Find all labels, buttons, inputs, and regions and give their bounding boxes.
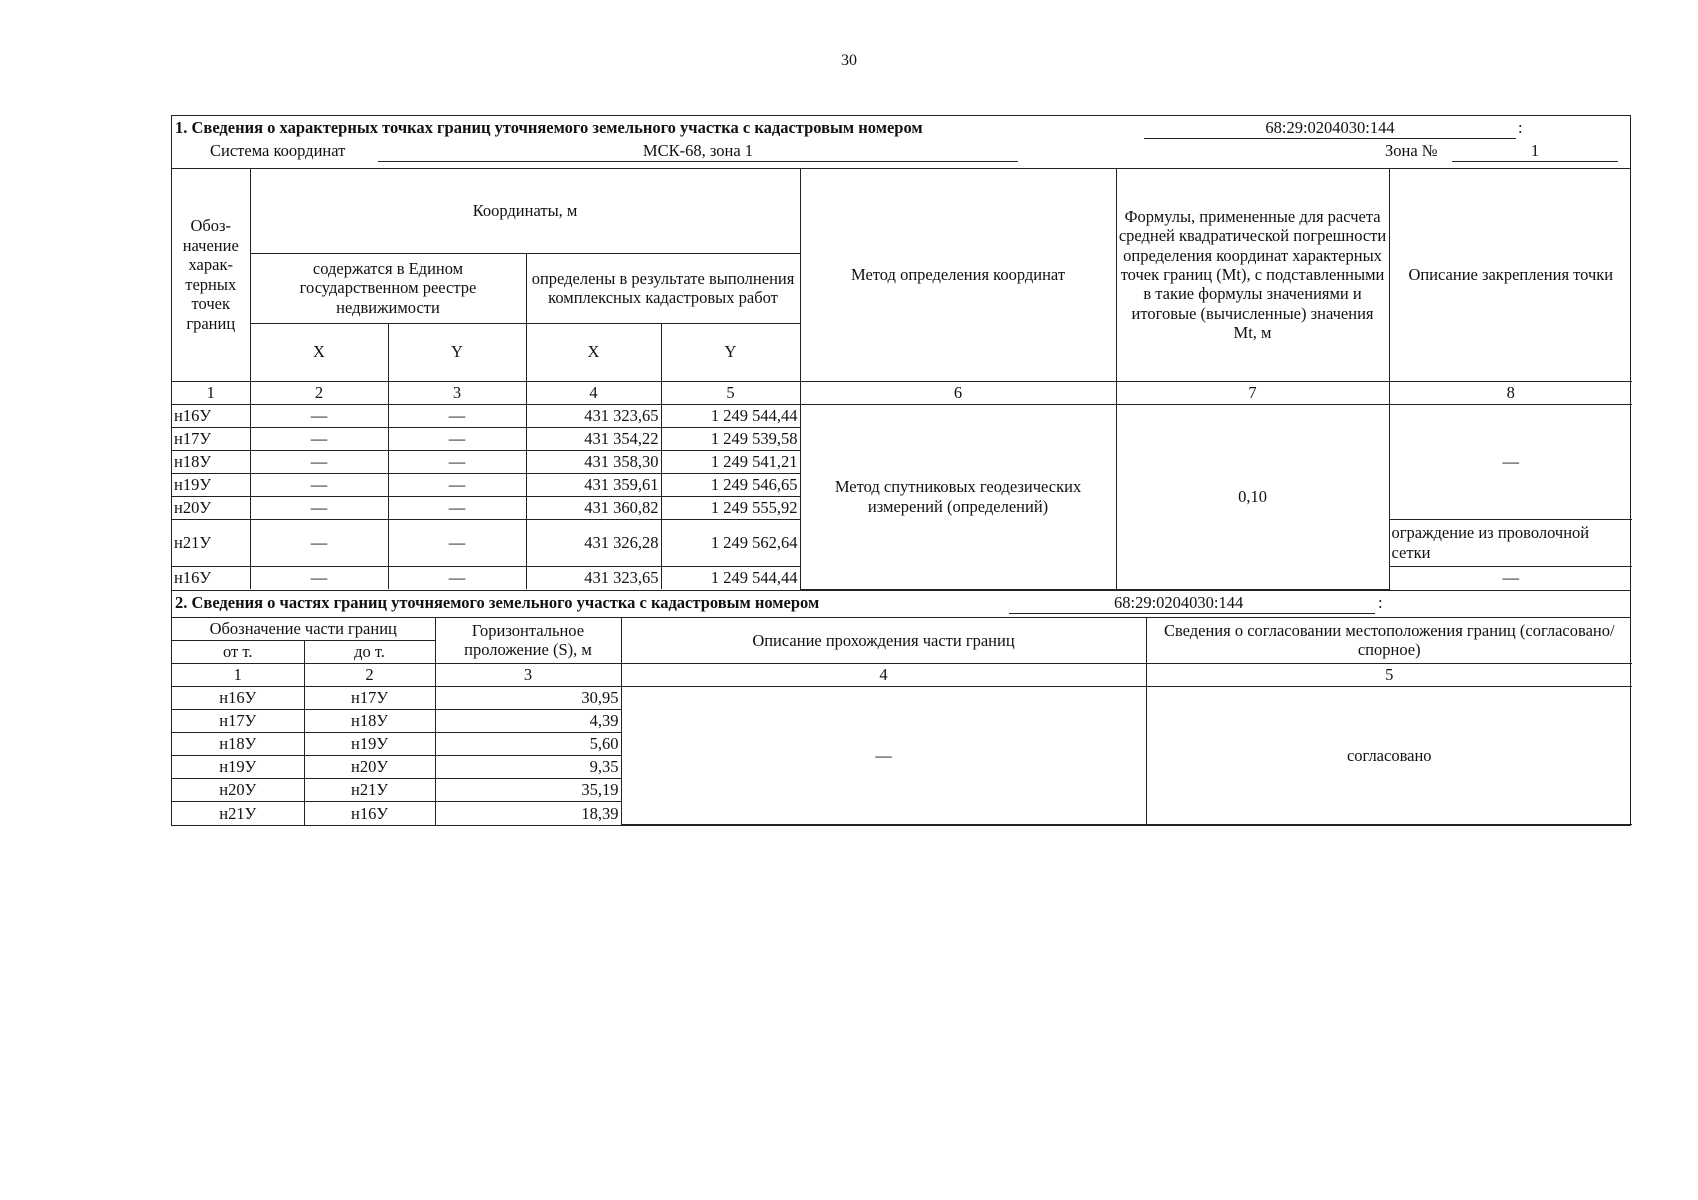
to-point: н20У <box>304 756 435 779</box>
section2-header <box>172 590 1630 618</box>
header-part-designation: Обозначение части границ <box>172 618 435 641</box>
table-row <box>172 687 1632 710</box>
header-x: X <box>526 323 661 381</box>
col-number: 1 <box>172 381 250 404</box>
point-id: н19У <box>172 473 250 496</box>
from-point: н20У <box>172 779 304 802</box>
reg-x: — <box>250 450 388 473</box>
horizontal-length: 5,60 <box>435 733 621 756</box>
points-table <box>172 169 1632 590</box>
point-id: н21У <box>172 519 250 566</box>
zone-label: Зона № <box>1385 141 1438 160</box>
coord-x: 431 358,30 <box>526 450 661 473</box>
coord-y: 1 249 555,92 <box>661 496 800 519</box>
header-coordinates: Координаты, м <box>250 169 800 253</box>
reg-x: — <box>250 519 388 566</box>
reg-x: — <box>250 566 388 589</box>
section1-cadastral-number: 68:29:0204030:144 <box>1144 118 1516 139</box>
to-point: н17У <box>304 687 435 710</box>
from-point: н16У <box>172 687 304 710</box>
header-reg-y: Y <box>388 323 526 381</box>
fixing-fence: ограждение из проволочной сетки <box>1389 519 1632 566</box>
coord-y: 1 249 562,64 <box>661 519 800 566</box>
fixing-dash: — <box>1389 404 1632 519</box>
col-number: 5 <box>661 381 800 404</box>
to-point: н21У <box>304 779 435 802</box>
header-fixing: Описание закрепления точки <box>1389 169 1632 381</box>
reg-x: — <box>250 404 388 427</box>
point-id: н17У <box>172 427 250 450</box>
to-point: н16У <box>304 802 435 825</box>
boundary-parts-table <box>172 618 1632 826</box>
to-point: н19У <box>304 733 435 756</box>
coord-y: 1 249 539,58 <box>661 427 800 450</box>
header-to: до т. <box>304 641 435 664</box>
from-point: н17У <box>172 710 304 733</box>
page-number: 30 <box>841 52 857 69</box>
col-number: 3 <box>388 381 526 404</box>
point-id: н16У <box>172 566 250 589</box>
col-number: 6 <box>800 381 1116 404</box>
section2-cadastral-number: 68:29:0204030:144 <box>1009 593 1375 614</box>
col-number: 3 <box>435 664 621 687</box>
agreement-value: согласовано <box>1146 687 1632 825</box>
col-number: 8 <box>1389 381 1632 404</box>
col-number: 7 <box>1116 381 1389 404</box>
description-value: — <box>621 687 1146 825</box>
from-point: н18У <box>172 733 304 756</box>
coord-y: 1 249 541,21 <box>661 450 800 473</box>
header-designation: Обоз-начение харак-терных точек границ <box>172 169 250 381</box>
col-number: 2 <box>250 381 388 404</box>
coord-x: 431 326,28 <box>526 519 661 566</box>
point-id: н16У <box>172 404 250 427</box>
reg-y: — <box>388 450 526 473</box>
reg-y: — <box>388 496 526 519</box>
header-from: от т. <box>172 641 304 664</box>
reg-y: — <box>388 404 526 427</box>
horizontal-length: 30,95 <box>435 687 621 710</box>
horizontal-length: 35,19 <box>435 779 621 802</box>
col-number: 4 <box>526 381 661 404</box>
reg-x: — <box>250 427 388 450</box>
fixing-dash: — <box>1389 566 1632 589</box>
coord-x: 431 354,22 <box>526 427 661 450</box>
header-in-registry: содержатся в Едином государственном реестре недвижимости <box>250 253 526 323</box>
col-number: 1 <box>172 664 304 687</box>
coord-system-value: МСК-68, зона 1 <box>378 141 1018 162</box>
section1-title: 1. Сведения о характерных точках границ уточняемого земельного участка с кадастровым номером <box>175 118 923 137</box>
header-horizontal: Горизонтальное проложение (S), м <box>435 618 621 664</box>
horizontal-length: 18,39 <box>435 802 621 825</box>
col-number: 4 <box>621 664 1146 687</box>
horizontal-length: 9,35 <box>435 756 621 779</box>
mt-value: 0,10 <box>1116 404 1389 589</box>
coord-y: 1 249 544,44 <box>661 566 800 589</box>
point-id: н20У <box>172 496 250 519</box>
section1-header <box>172 116 1630 169</box>
coord-x: 431 359,61 <box>526 473 661 496</box>
from-point: н19У <box>172 756 304 779</box>
header-determined: определены в результате выполнения комплексных кадастровых работ <box>526 253 800 323</box>
zone-value: 1 <box>1452 141 1618 162</box>
header-description: Описание прохождения части границ <box>621 618 1146 664</box>
header-agreement: Сведения о согласовании местоположения границ (согласовано/спорное) <box>1146 618 1632 664</box>
column-numbers-row <box>172 664 1632 687</box>
column-numbers-row <box>172 381 1632 404</box>
section1-colon: : <box>1518 118 1523 137</box>
coord-system-label: Система координат <box>210 141 346 160</box>
reg-y: — <box>388 519 526 566</box>
header-method: Метод определения координат <box>800 169 1116 381</box>
section2-title: 2. Сведения о частях границ уточняемого земельного участка с кадастровым номером <box>175 592 820 612</box>
reg-y: — <box>388 566 526 589</box>
coord-y: 1 249 544,44 <box>661 404 800 427</box>
horizontal-length: 4,39 <box>435 710 621 733</box>
reg-y: — <box>388 427 526 450</box>
header-reg-x: X <box>250 323 388 381</box>
coord-y: 1 249 546,65 <box>661 473 800 496</box>
table-row <box>172 404 1632 427</box>
cadastral-document <box>171 115 1631 826</box>
coord-x: 431 323,65 <box>526 566 661 589</box>
to-point: н18У <box>304 710 435 733</box>
col-number: 5 <box>1146 664 1632 687</box>
point-id: н18У <box>172 450 250 473</box>
coord-x: 431 323,65 <box>526 404 661 427</box>
from-point: н21У <box>172 802 304 825</box>
header-y: Y <box>661 323 800 381</box>
col-number: 2 <box>304 664 435 687</box>
header-formulas: Формулы, примененные для расчета средней квадратической погрешности определения координат характерных точек границ (Mt), с подставленными в такие формулы значениями и итоговые (вычисленные) значения Mt, м <box>1116 169 1389 381</box>
coord-x: 431 360,82 <box>526 496 661 519</box>
method-value: Метод спутниковых геодезических измерений (определений) <box>800 404 1116 589</box>
reg-x: — <box>250 473 388 496</box>
reg-y: — <box>388 473 526 496</box>
section2-colon: : <box>1378 592 1383 612</box>
reg-x: — <box>250 496 388 519</box>
